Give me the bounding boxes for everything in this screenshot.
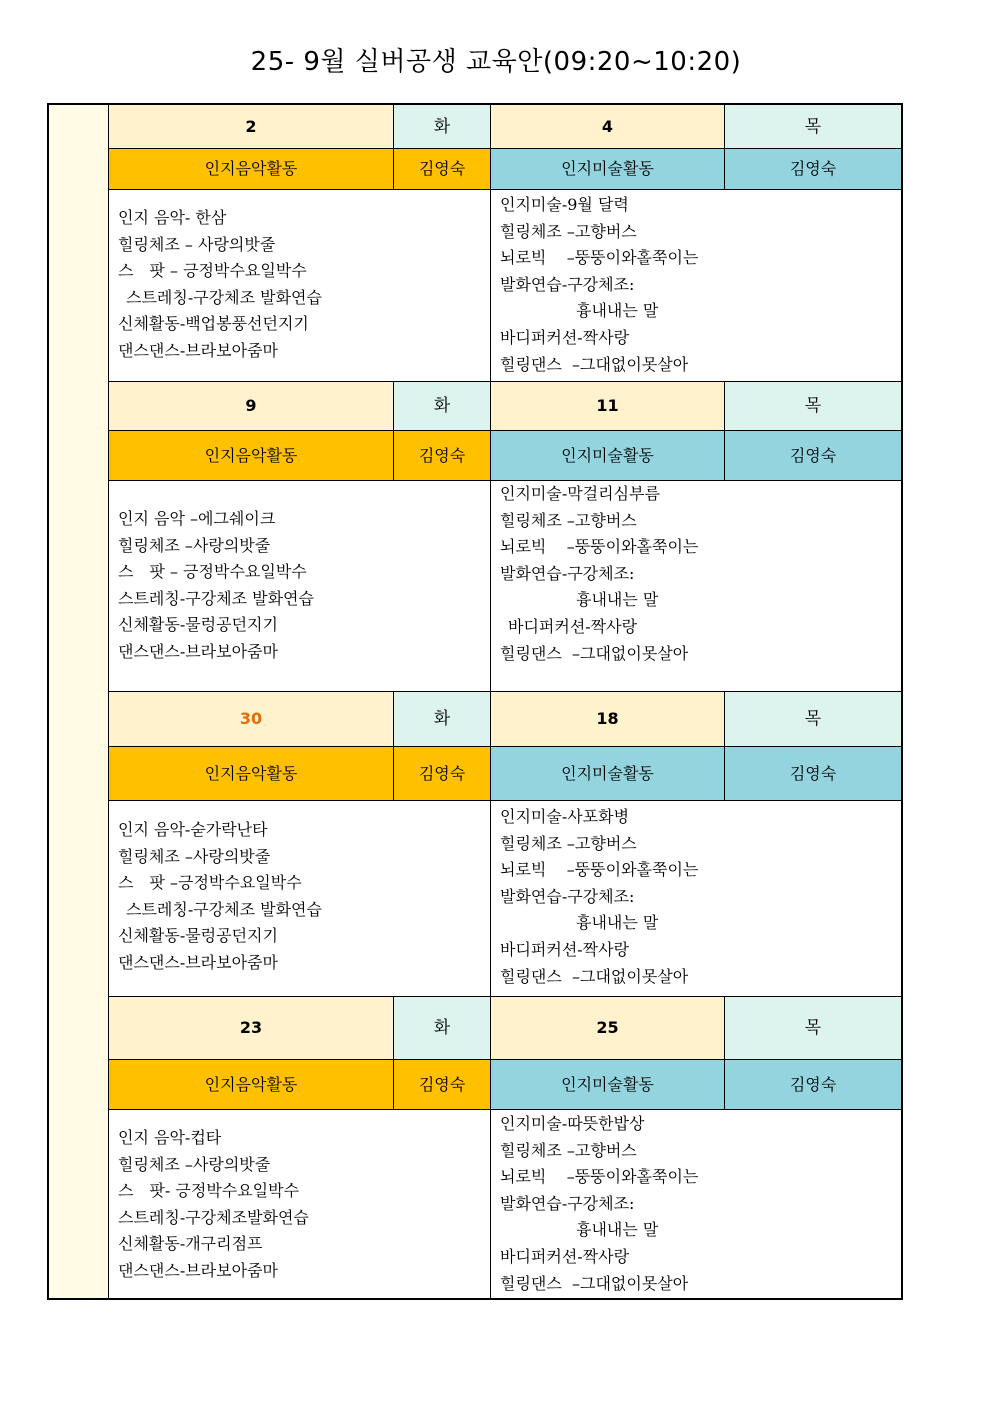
week-3-thu-date: 18 bbox=[491, 692, 724, 746]
week-4-tue-date: 23 bbox=[109, 997, 393, 1059]
content-line: 힐링체조 – 사랑의밧줄 bbox=[118, 234, 276, 254]
content-line: 스 팟 –긍정박수요일박수 bbox=[118, 873, 302, 893]
week-1-thu-activity: 인지미술활동 bbox=[491, 149, 724, 189]
content-line: 힐링체조 –고향버스 bbox=[500, 510, 637, 530]
week-1-tue-activity: 인지음악활동 bbox=[109, 149, 393, 189]
content-line: 힐링체조 –고향버스 bbox=[500, 221, 637, 241]
week-2-thu-content bbox=[491, 481, 901, 691]
content-line: 스 팟- 긍정박수요일박수 bbox=[118, 1181, 300, 1201]
week-2-thu-date: 11 bbox=[491, 382, 724, 430]
content-line: 발화연습-구강체조: bbox=[500, 563, 635, 583]
week-4-thu-date: 25 bbox=[491, 997, 724, 1059]
week-3-tue-activity: 인지음악활동 bbox=[109, 747, 393, 800]
week-4-tue-teacher: 김영숙 bbox=[394, 1060, 490, 1109]
content-line: 발화연습-구강체조: bbox=[500, 274, 635, 294]
week-2-tue-day: 화 bbox=[394, 382, 490, 430]
content-line: 인지미술-9월 달력 bbox=[500, 195, 629, 214]
content-line: 댄스댄스-브라보아줌마 bbox=[118, 952, 278, 972]
week-1-tue-teacher: 김영숙 bbox=[394, 149, 490, 189]
content-line: 스 팟 – 긍정박수요일박수 bbox=[118, 261, 307, 281]
content-line: 인지 음악 –에그쉐이크 bbox=[118, 509, 276, 528]
content-line: 바디퍼커션-짝사랑 bbox=[500, 1246, 630, 1266]
content-line: 발화연습-구강체조: bbox=[500, 886, 635, 906]
week-1-thu-content bbox=[491, 190, 901, 381]
week-4-thu-teacher: 김영숙 bbox=[725, 1060, 901, 1109]
week-2-tue-date: 9 bbox=[109, 382, 393, 430]
content-line: 스트레칭-구강체조 발화연습 bbox=[126, 287, 322, 307]
content-line: 바디퍼커션-짝사랑 bbox=[500, 939, 630, 959]
content-line: 신체활동-물렁공던지기 bbox=[118, 615, 278, 635]
content-line: 인지미술-사포화병 bbox=[500, 807, 630, 826]
page-title: 25- 9월 실버공생 교육안(09:20~10:20) bbox=[250, 47, 742, 77]
content-line: 힐링체조 –사랑의밧줄 bbox=[118, 846, 271, 866]
content-line: 힐링체조 –고향버스 bbox=[500, 833, 637, 853]
content-line: 인지 음악- 한삼 bbox=[118, 208, 227, 227]
content-line: 힐링댄스 –그대없이못살아 bbox=[500, 354, 689, 374]
week-1-thu-teacher: 김영숙 bbox=[725, 149, 901, 189]
content-line: 스 팟 – 긍정박수요일박수 bbox=[118, 562, 307, 582]
content-line: 바디퍼커션-짝사랑 bbox=[500, 327, 630, 347]
content-line: 흉내내는 말 bbox=[576, 1220, 659, 1240]
content-line: 신체활동-개구리점프 bbox=[118, 1234, 263, 1254]
week-3-tue-content bbox=[109, 801, 490, 996]
week-3-thu-content bbox=[491, 801, 901, 996]
content-line: 흉내내는 말 bbox=[576, 590, 659, 610]
side-column bbox=[49, 105, 108, 1298]
content-line: 힐링체조 –사랑의밧줄 bbox=[118, 535, 271, 555]
content-line: 힐링댄스 –그대없이못살아 bbox=[500, 966, 689, 986]
content-line: 스트레칭-구강체조 발화연습 bbox=[118, 588, 314, 608]
week-2-tue-content bbox=[109, 481, 490, 691]
content-line: 스트레칭-구강체조 발화연습 bbox=[126, 899, 322, 919]
week-3-thu-day: 목 bbox=[725, 692, 901, 746]
week-2-thu-activity: 인지미술활동 bbox=[491, 431, 724, 480]
content-line: 댄스댄스-브라보아줌마 bbox=[118, 641, 278, 661]
week-3-thu-teacher: 김영숙 bbox=[725, 747, 901, 800]
week-4-tue-content bbox=[109, 1110, 490, 1298]
week-2-thu-day: 목 bbox=[725, 382, 901, 430]
week-2-tue-activity: 인지음악활동 bbox=[109, 431, 393, 480]
content-line: 댄스댄스-브라보아줌마 bbox=[118, 1260, 278, 1280]
content-line: 힐링댄스 –그대없이못살아 bbox=[500, 643, 689, 663]
week-3-tue-date: 30 bbox=[109, 692, 393, 746]
week-1-tue-content bbox=[109, 190, 490, 381]
content-line: 인지 음악-숟가락난타 bbox=[118, 820, 268, 839]
week-2-thu-teacher: 김영숙 bbox=[725, 431, 901, 480]
content-line: 스트레칭-구강체조발화연습 bbox=[118, 1207, 309, 1227]
content-line: 바디퍼커션-짝사랑 bbox=[508, 616, 638, 636]
week-4-thu-content bbox=[491, 1110, 901, 1298]
week-1-thu-date: 4 bbox=[491, 105, 724, 148]
week-1-tue-day: 화 bbox=[394, 105, 490, 148]
content-line: 힐링댄스 –그대없이못살아 bbox=[500, 1273, 689, 1293]
lesson-plan-table bbox=[47, 103, 903, 1300]
week-4-thu-activity: 인지미술활동 bbox=[491, 1060, 724, 1109]
week-3-thu-activity: 인지미술활동 bbox=[491, 747, 724, 800]
content-line: 인지미술-막걸리심부름 bbox=[500, 484, 660, 503]
content-line: 흉내내는 말 bbox=[576, 301, 659, 321]
week-2-tue-teacher: 김영숙 bbox=[394, 431, 490, 480]
content-line: 힐링체조 –고향버스 bbox=[500, 1140, 637, 1160]
content-line: 신체활동-백업봉풍선던지기 bbox=[118, 314, 309, 334]
week-3-tue-teacher: 김영숙 bbox=[394, 747, 490, 800]
week-3-tue-day: 화 bbox=[394, 692, 490, 746]
week-1-tue-date: 2 bbox=[109, 105, 393, 148]
content-line: 댄스댄스-브라보아줌마 bbox=[118, 340, 278, 360]
week-4-tue-day: 화 bbox=[394, 997, 490, 1059]
content-line: 뇌로빅 –뚱뚱이와홀쭉이는 bbox=[500, 860, 699, 880]
content-line: 인지 음악-컵타 bbox=[118, 1128, 222, 1147]
week-4-thu-day: 목 bbox=[725, 997, 901, 1059]
content-line: 힐링체조 –사랑의밧줄 bbox=[118, 1154, 271, 1174]
content-line: 뇌로빅 –뚱뚱이와홀쭉이는 bbox=[500, 537, 699, 557]
content-line: 흉내내는 말 bbox=[576, 913, 659, 933]
week-4-tue-activity: 인지음악활동 bbox=[109, 1060, 393, 1109]
week-1-thu-day: 목 bbox=[725, 105, 901, 148]
content-line: 발화연습-구강체조: bbox=[500, 1193, 635, 1213]
content-line: 뇌로빅 –뚱뚱이와홀쭉이는 bbox=[500, 248, 699, 268]
content-line: 인지미술-따뜻한밥상 bbox=[500, 1114, 645, 1133]
content-line: 신체활동-물렁공던지기 bbox=[118, 926, 278, 946]
content-line: 뇌로빅 –뚱뚱이와홀쭉이는 bbox=[500, 1167, 699, 1187]
